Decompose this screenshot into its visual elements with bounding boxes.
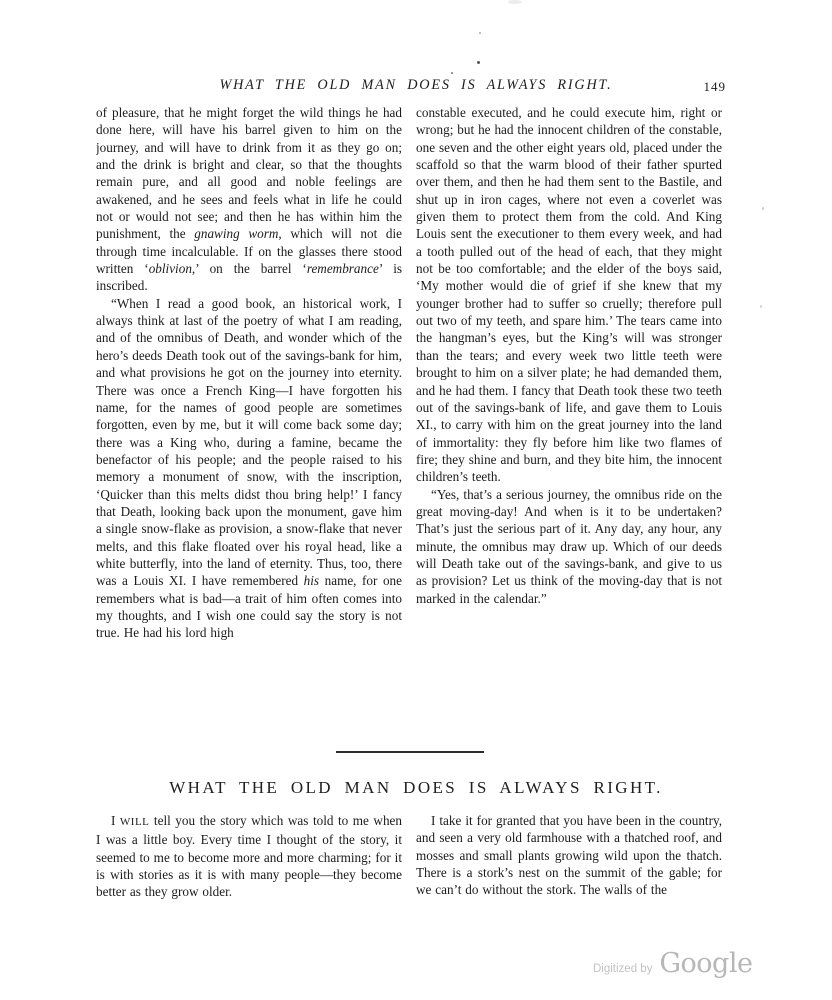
scan-speck — [477, 61, 480, 64]
text-segment: “Yes, that’s a serious journey, the omnibus ride on the great moving-day! And when is it to be undertaken? That’s just the serious part of it. Any day, any hour, any minute, the omnibus may draw up. Which of our deeds will Death take out of the savings-bank, and give to us as provision? Let us think of the moving-day that is not marked in the calendar.” — [416, 486, 722, 606]
paragraph — [416, 104, 722, 486]
paragraph — [416, 812, 722, 899]
text-segment: tell you the story which was told to me when I was a little boy. Every time I thought of the story, it seemed to me to become more and more charming; for it is with stories as it is with many people—they become better as they grow older. — [96, 813, 402, 900]
google-logo: Google — [659, 948, 753, 979]
left-column — [96, 812, 402, 940]
text-segment: ,’ on the barrel ‘ — [191, 261, 307, 277]
paragraph — [96, 812, 402, 901]
right-column — [416, 812, 722, 940]
paragraph — [96, 104, 402, 295]
right-column — [416, 104, 722, 749]
chapter-title: WHAT THE OLD MAN DOES IS ALWAYS RIGHT. — [169, 778, 663, 797]
text-segment: oblivion — [148, 261, 192, 277]
text-segment: his — [303, 573, 320, 589]
digitized-by-label: Digitized by — [593, 963, 653, 975]
scan-speck — [479, 32, 481, 34]
text-segment: gnawing worm — [194, 226, 279, 242]
text-segment: name, for one remembers what is bad—a trait of him often comes into my thoughts, and I wish one could say the story is not true. He had his lord high — [96, 573, 402, 641]
text-segment: WILL — [119, 816, 150, 828]
text-segment: , which will not die through time incalculable. If on the glasses there stood written ‘ — [96, 226, 402, 277]
paragraph — [416, 486, 722, 607]
watermark — [593, 948, 752, 979]
text-segment: I — [111, 813, 120, 828]
text-segment: of pleasure, that he might forget the wild things he had done here, will have his barrel given to him on the journey, and will have to drink from it as they go on; and the drink is bright and clear, so that the thoughts remain pure, and all good and noble feelings are awakened, and he sees and feels what in life he could not or would not see; and then he has within him the punishment, the — [96, 105, 402, 242]
paragraph — [96, 295, 402, 642]
text-segment: remembrance — [306, 261, 379, 277]
story-end-section — [96, 104, 722, 749]
scan-speck — [451, 72, 453, 74]
text-segment: “When I read a good book, an historical work, I always think at last of the poetry of what I am reading, and of the omnibus of Death, and wonder which of the hero’s deeds Death took out of the savings-bank for him, and what provisions he got on the journey into eternity. There was once a French King—I have forgotten his name, for the names of good people are sometimes forgotten, even by me, but it will come back some day; there was a King who, during a famine, became the benefactor of his people; and the people raised to his memory a monument of snow, with the inscription, ‘Quicker than this melts didst thou bring help!’ I fancy that Death, looking back upon the monument, gave him a single snow-flake as provision, a snow-flake that never melts, and this flake floated over his royal head, like a white butterfly, into the land of eternity. Thus, too, there was a Louis XI. I have remembered — [96, 295, 402, 589]
chapter-opening-section — [96, 812, 722, 940]
scan-speck — [760, 305, 762, 308]
text-segment: constable executed, and he could execute him, right or wrong; but he had the innocent children of the constable, one seven and the other eight years old, placed under the scaffold so that the warm blood of their father spurted over them, and then he had them sent to the Bastile, and shut up in iron cages, where not even a coverlet was given them to protect them from the cold. And King Louis sent the executioner to them every week, and had a tooth pulled out of the head of each, that they might not be too comfortable; and the elder of the boys said, ‘My mother would die of grief if she knew that my younger brother had to suffer so cruelly; therefore pull out two of my teeth, and spare him.’ The tears came into the hangman’s eyes, but the King’s will was stronger than the tears; and every week two little teeth were brought to him on a silver plate; he had demanded them, and he had them. I fancy that Death took these two teeth out of the savings-bank of life, and gave them to Louis XI., to carry with him on the great journey into the land of immortality: they fly before him like two flames of fire; they shine and burn, and they bite him, the innocent children’s teeth. — [416, 105, 722, 485]
page-number: 149 — [703, 79, 726, 94]
running-header: WHAT THE OLD MAN DOES IS ALWAYS RIGHT. — [219, 77, 613, 93]
section-divider-rule — [336, 751, 484, 753]
text-segment: ’ is inscribed. — [96, 261, 402, 294]
scan-smudge — [508, 0, 522, 4]
scan-speck — [762, 207, 764, 210]
left-column — [96, 104, 402, 749]
text-segment: I take it for granted that you have been in the country, and seen a very old farmhouse with a thatched roof, and mosses and small plants growing wild upon the thatch. There is a stork’s nest on the summit of the gable; for we can’t do without the stork. The walls of the — [416, 813, 722, 898]
